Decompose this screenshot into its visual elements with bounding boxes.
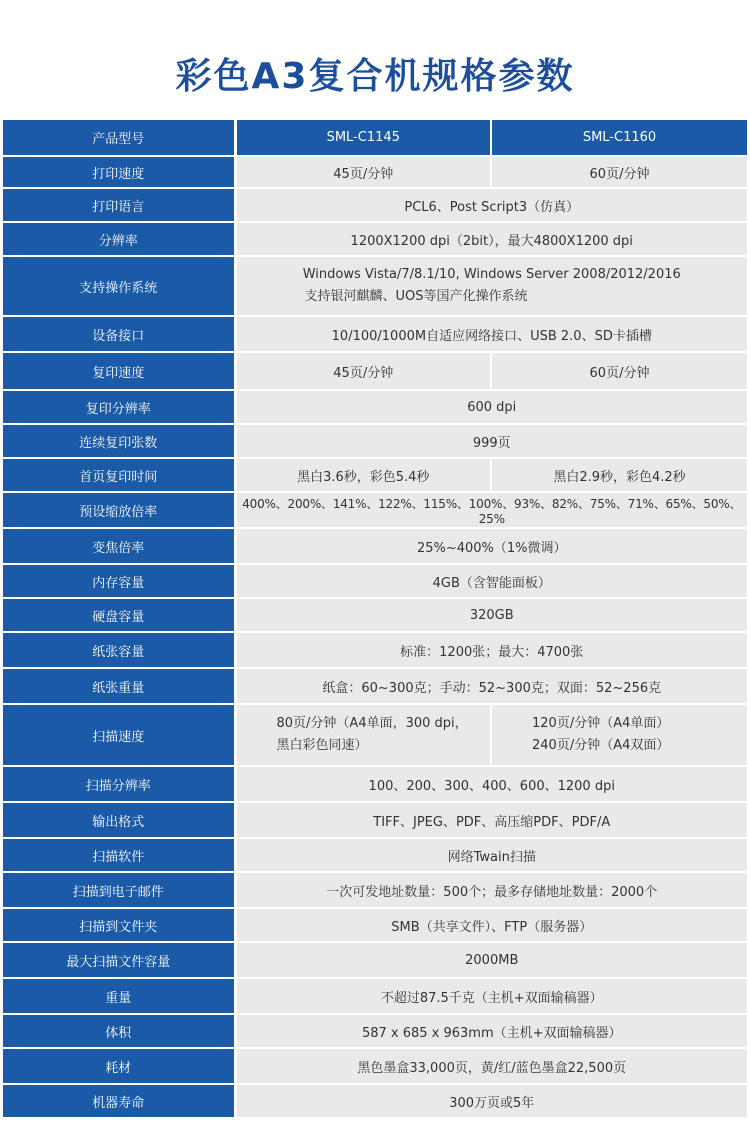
copy-speed-c1145: 45页/分钟 [235, 352, 491, 390]
row-label-consumables: 耗材 [3, 1048, 235, 1084]
table-row-scan-folder [3, 908, 747, 942]
max-scan-file-value: 2000MB [235, 942, 747, 978]
row-label-memory: 内存容量 [3, 564, 235, 598]
spec-table [3, 120, 747, 1119]
row-label-max-scan-file: 最大扫描文件容量 [3, 942, 235, 978]
dimensions-value: 587 x 685 x 963mm（主机+双面输稿器） [235, 1014, 747, 1048]
scan-software-value: 网络Twain扫描 [235, 838, 747, 872]
copy-speed-c1160: 60页/分钟 [491, 352, 747, 390]
row-label-dimensions: 体积 [3, 1014, 235, 1048]
row-label-hdd: 硬盘容量 [3, 598, 235, 632]
table-row-weight [3, 978, 747, 1014]
table-row-copy-speed [3, 352, 747, 390]
row-label-interface: 设备接口 [3, 316, 235, 352]
table-row-preset-zoom [3, 492, 747, 528]
table-row-print-speed [3, 156, 747, 188]
row-label-output-format: 输出格式 [3, 802, 235, 838]
model-c1160: SML-C1160 [491, 120, 747, 156]
row-label-preset-zoom: 预设缩放倍率 [3, 492, 235, 528]
row-label-scan-resolution: 扫描分辨率 [3, 766, 235, 802]
scan-resolution-value: 100、200、300、400、600、1200 dpi [235, 766, 747, 802]
row-label-scan-speed: 扫描速度 [3, 704, 235, 766]
model-c1145: SML-C1145 [235, 120, 491, 156]
row-label-print-language: 打印语言 [3, 188, 235, 222]
table-row-hdd [3, 598, 747, 632]
os-line-1: Windows Vista/7/8.1/10, Windows Server 2008/2012/2016 [302, 267, 681, 282]
scan-speed-c1160-line-1: 120页/分钟（A4单面） [532, 716, 670, 731]
row-label-zoom: 变焦倍率 [3, 528, 235, 564]
table-row-dimensions [3, 1014, 747, 1048]
scan-speed-c1145 [235, 704, 491, 766]
table-row-zoom [3, 528, 747, 564]
row-label-lifetime: 机器寿命 [3, 1084, 235, 1118]
row-label-scan-software: 扫描软件 [3, 838, 235, 872]
table-row-memory [3, 564, 747, 598]
hdd-value: 320GB [235, 598, 747, 632]
interface-value: 10/100/1000M自适应网络接口、USB 2.0、SD卡插槽 [235, 316, 747, 352]
row-label-copy-resolution: 复印分辨率 [3, 390, 235, 424]
scan-speed-c1145-line-1: 80页/分钟（A4单面，300 dpi， [276, 716, 468, 731]
row-label-print-speed: 打印速度 [3, 156, 235, 188]
table-row-interface [3, 316, 747, 352]
row-label-paper-capacity: 纸张容量 [3, 632, 235, 668]
table-row-scan-software [3, 838, 747, 872]
row-label-first-copy: 首页复印时间 [3, 458, 235, 492]
table-row-lifetime [3, 1084, 747, 1118]
paper-weight-value: 纸盒：60~300克；手动：52~300克；双面：52~256克 [235, 668, 747, 704]
row-label-paper-weight: 纸张重量 [3, 668, 235, 704]
print-speed-c1160: 60页/分钟 [491, 156, 747, 188]
resolution-value: 1200X1200 dpi（2bit），最大4800X1200 dpi [235, 222, 747, 256]
copy-resolution-value: 600 dpi [235, 390, 747, 424]
table-row-consumables [3, 1048, 747, 1084]
scan-speed-c1145-line-2: 黑白彩色同速） [276, 738, 368, 753]
table-row-print-language [3, 188, 747, 222]
lifetime-value: 300万页或5年 [235, 1084, 747, 1118]
scan-speed-c1160 [491, 704, 747, 766]
row-label-copy-speed: 复印速度 [3, 352, 235, 390]
scan-folder-value: SMB（共享文件）、FTP（服务器） [235, 908, 747, 942]
print-speed-c1145: 45页/分钟 [235, 156, 491, 188]
scan-speed-c1160-line-2: 240页/分钟（A4双面） [532, 738, 670, 753]
row-label-weight: 重量 [3, 978, 235, 1014]
first-copy-c1160: 黑白2.9秒，彩色4.2秒 [491, 458, 747, 492]
table-row-copy-resolution [3, 390, 747, 424]
output-format-value: TIFF、JPEG、PDF、高压缩PDF、PDF/A [235, 802, 747, 838]
row-label-model: 产品型号 [3, 120, 235, 156]
table-row-paper-weight [3, 668, 747, 704]
weight-value: 不超过87.5千克（主机+双面输稿器） [235, 978, 747, 1014]
page-title: 彩色A3复合机规格参数 [175, 56, 575, 97]
row-label-scan-folder: 扫描到文件夹 [3, 908, 235, 942]
zoom-value: 25%~400%（1%微调） [235, 528, 747, 564]
preset-zoom-value: 400%、200%、141%、122%、115%、100%、93%、82%、75%、71%、65%、50%、25% [235, 492, 747, 528]
os-value [235, 256, 747, 316]
continuous-copy-value: 999页 [235, 424, 747, 458]
table-row-paper-capacity [3, 632, 747, 668]
row-label-resolution: 分辨率 [3, 222, 235, 256]
table-row-first-copy [3, 458, 747, 492]
table-row-os [3, 256, 747, 316]
print-language-value: PCL6、Post Script3（仿真） [235, 188, 747, 222]
table-row-scan-speed [3, 704, 747, 766]
table-row-continuous-copy [3, 424, 747, 458]
table-row-scan-email [3, 872, 747, 908]
memory-value: 4GB（含智能面板） [235, 564, 747, 598]
consumables-value: 黑色墨盒33,000页，黄/红/蓝色墨盒22,500页 [235, 1048, 747, 1084]
table-row-output-format [3, 802, 747, 838]
row-label-scan-email: 扫描到电子邮件 [3, 872, 235, 908]
table-row-scan-resolution [3, 766, 747, 802]
row-label-continuous-copy: 连续复印张数 [3, 424, 235, 458]
os-line-2: 支持银河麒麟、UOS等国产化操作系统 [304, 289, 528, 304]
table-row-resolution [3, 222, 747, 256]
row-label-os: 支持操作系统 [3, 256, 235, 316]
first-copy-c1145: 黑白3.6秒，彩色5.4秒 [235, 458, 491, 492]
table-row-max-scan-file [3, 942, 747, 978]
table-row-model [3, 120, 747, 156]
paper-capacity-value: 标准：1200张；最大：4700张 [235, 632, 747, 668]
scan-email-value: 一次可发地址数量：500个；最多存储地址数量：2000个 [235, 872, 747, 908]
